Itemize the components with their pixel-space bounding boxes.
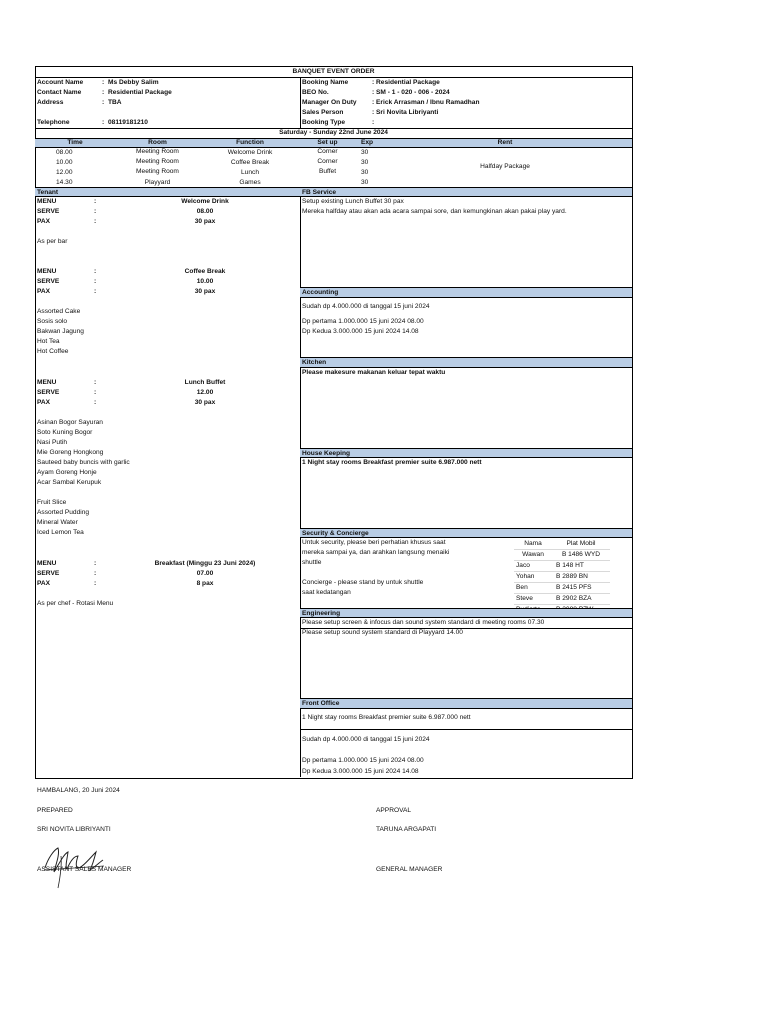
menu-item: Hot Tea xyxy=(37,338,60,345)
schedule-col-room: Room xyxy=(148,139,167,146)
sales-person-value: : Sri Novita Libriyanti xyxy=(372,109,439,116)
info-column-divider xyxy=(300,77,301,128)
schedule-col-rent: Rent xyxy=(497,139,513,146)
handwritten-signature xyxy=(40,836,110,890)
pax-label: PAX xyxy=(37,399,51,406)
accounting-line: Sudah dp 4.000.000 di tanggal 15 juni 2024 xyxy=(302,303,430,310)
contact-name-sep: : xyxy=(102,89,105,96)
menu-label: MENU xyxy=(37,560,57,567)
serve-colon: : xyxy=(94,570,97,577)
security-line: Concierge - please stand by untuk shuttle xyxy=(302,579,424,586)
pax-colon: : xyxy=(94,218,97,225)
menu-colon: : xyxy=(94,379,97,386)
accounting-header: Accounting xyxy=(300,287,632,298)
prepared-name: SRI NOVITA LIBRIYANTI xyxy=(37,826,111,833)
schedule-row-3-room: Meeting Room xyxy=(136,168,179,175)
pax-label: PAX xyxy=(37,218,51,225)
vehicle-row xyxy=(514,594,610,605)
schedule-row-2-time: 10.00 xyxy=(56,159,73,166)
housekeeping-header: House Keeping xyxy=(300,448,632,458)
schedule-col-setup: Set up xyxy=(317,139,338,146)
menu-item: Iced Lemon Tea xyxy=(37,529,84,536)
accounting-line: Dp pertama 1.000.000 15 juni 2024 08.00 xyxy=(302,318,424,325)
accounting-line: Dp Kedua 3.000.000 15 juni 2024 14.08 xyxy=(302,328,419,335)
approval-name: TARUNA ARGAPATI xyxy=(376,826,437,833)
fb-service-line: Setup existing Lunch Buffet 30 pax xyxy=(302,198,404,205)
address-sep: : xyxy=(102,99,105,106)
menu-label: MENU xyxy=(37,198,57,205)
schedule-row-3-exp: 30 xyxy=(361,169,369,176)
serve-label: SERVE xyxy=(37,208,60,215)
engineering-line: Please setup screen & infocus dan sound system standard di meeting rooms 07.30 xyxy=(302,619,545,626)
security-line: mereka sampai ya, dan arahkan langsung menaiki xyxy=(302,549,450,556)
schedule-row-4-function: Games xyxy=(239,179,261,186)
schedule-rent: Halfday Package xyxy=(480,163,530,170)
vehicle-plate: B 1486 WYD xyxy=(561,551,601,558)
menu-item: Bakwan Jagung xyxy=(37,328,84,335)
vehicle-col-plate: Plat Mobil xyxy=(566,540,596,547)
pax-label: PAX xyxy=(37,580,51,587)
front-office-line: 1 Night stay rooms Breakfast premier suite 6.987.000 nett xyxy=(302,714,471,721)
telephone-value: 08119181210 xyxy=(108,119,148,126)
pax-count: 30 pax xyxy=(194,399,216,406)
menu-item: Hot Coffee xyxy=(37,348,69,355)
pax-label: PAX xyxy=(37,288,51,295)
approval-title: GENERAL MANAGER xyxy=(376,866,443,873)
schedule-row-4-room: Playyard xyxy=(144,179,171,186)
pax-colon: : xyxy=(94,399,97,406)
vehicle-row xyxy=(514,583,610,594)
menu-item: Soto Kuning Bogor xyxy=(37,429,93,436)
menu-item: As per chef - Rotasi Menu xyxy=(37,600,114,607)
pax-colon: : xyxy=(94,288,97,295)
booking-name-label: Booking Name xyxy=(302,79,349,86)
account-name-sep: : xyxy=(102,79,105,86)
menu-item: Mie Goreng Hongkong xyxy=(37,449,104,456)
schedule-row-1-function: Welcome Drink xyxy=(227,149,273,156)
serve-label: SERVE xyxy=(37,389,60,396)
front-office-line: Dp pertama 1.000.000 15 juni 2024 08.00 xyxy=(302,757,424,764)
manager-on-duty-value: : Erick Arrasman / Ibnu Ramadhan xyxy=(372,99,480,106)
menu-item: Nasi Putih xyxy=(37,439,68,446)
vehicle-row xyxy=(514,561,610,572)
schedule-row-1-time: 08.00 xyxy=(56,149,73,156)
vehicle-driver: Yohan xyxy=(516,573,535,580)
schedule-col-function: Function xyxy=(236,139,264,146)
schedule-row-1-setup: Corner xyxy=(317,148,338,155)
menu-name: Coffee Break xyxy=(184,268,226,275)
menu-item: Assorted Pudding xyxy=(37,509,90,516)
schedule-row-1-exp: 30 xyxy=(361,149,369,156)
vehicle-plate: B 148 HT xyxy=(556,562,584,569)
menu-item: Ayam Goreng Honje xyxy=(37,469,97,476)
schedule-row-3-time: 12.00 xyxy=(56,169,73,176)
menu-label: MENU xyxy=(37,379,57,386)
beo-no-label: BEO No. xyxy=(302,89,329,96)
vehicle-driver: Wawan xyxy=(522,551,544,558)
account-name-value: Ms Debby Salim xyxy=(108,79,159,86)
front-office-line: Dp Kedua 3.000.000 15 juni 2024 14.08 xyxy=(302,768,419,775)
fb-service-header: FB Service xyxy=(300,187,632,197)
front-office-line: Sudah dp 4.000.000 di tanggal 15 juni 2024 xyxy=(302,736,430,743)
beo-no-value: : SM - 1 - 020 - 006 - 2024 xyxy=(372,89,450,96)
contact-name-value: Residential Package xyxy=(108,89,172,96)
serve-colon: : xyxy=(94,389,97,396)
menu-item: Acar Sambal Kerupuk xyxy=(37,479,102,486)
security-header: Security & Concierge xyxy=(300,528,632,538)
event-date: Saturday - Sunday 22nd June 2024 xyxy=(279,129,388,136)
vehicle-row xyxy=(514,572,610,583)
telephone-label: Telephone xyxy=(37,119,70,126)
booking-type-label: Booking Type xyxy=(302,119,346,126)
front-office-header: Front Office xyxy=(300,698,632,709)
kitchen-header: Kitchen xyxy=(300,357,632,368)
pax-count: 30 pax xyxy=(194,288,216,295)
schedule-row-4-exp: 30 xyxy=(361,179,369,186)
place-date: HAMBALANG, 20 Juni 2024 xyxy=(37,787,120,794)
schedule-row-3-function: Lunch xyxy=(241,169,259,176)
sales-person-label: Sales Person xyxy=(302,109,344,116)
serve-label: SERVE xyxy=(37,570,60,577)
engineering-header: Engineering xyxy=(300,608,632,618)
menu-name: Breakfast (Minggu 23 Juni 2024) xyxy=(154,560,256,567)
vehicle-header-row xyxy=(514,539,610,550)
vehicle-driver: Ben xyxy=(516,584,528,591)
schedule-row-4-time: 14.30 xyxy=(56,179,73,186)
telephone-sep: : xyxy=(102,119,105,126)
menu-item: Fruit Slice xyxy=(37,499,67,506)
serve-colon: : xyxy=(94,208,97,215)
manager-on-duty-label: Manager On Duty xyxy=(302,99,357,106)
menu-item: Asinan Bogor Sayuran xyxy=(37,419,103,426)
menu-colon: : xyxy=(94,198,97,205)
schedule-row-1-room: Meeting Room xyxy=(136,148,179,155)
menu-item: Sauteed baby buncis with garlic xyxy=(37,459,130,466)
booking-name-value: : Residential Package xyxy=(372,79,440,86)
serve-time: 10.00 xyxy=(196,278,214,285)
vehicle-plate: B 2902 BZA xyxy=(556,595,592,602)
menu-item: Assorted Cake xyxy=(37,308,81,315)
kitchen-line: Please makesure makanan keluar tepat waktu xyxy=(302,369,446,376)
menu-colon: : xyxy=(94,268,97,275)
vehicle-col-name: Nama xyxy=(524,540,542,547)
contact-name-label: Contact Name xyxy=(37,89,82,96)
serve-colon: : xyxy=(94,278,97,285)
security-line: saat kedatangan xyxy=(302,589,351,596)
vehicle-plate: B 2415 PFS xyxy=(556,584,592,591)
schedule-col-time: Time xyxy=(67,139,83,146)
vehicle-driver: Steve xyxy=(516,595,533,602)
menu-item: As per bar xyxy=(37,238,68,245)
engineering-line: Please setup sound system standard di Playyard 14.00 xyxy=(302,629,463,636)
schedule-row-3-setup: Buffet xyxy=(318,168,337,175)
approval-label: APPROVAL xyxy=(376,807,412,814)
schedule-row-2-exp: 30 xyxy=(361,159,369,166)
front-office-divider xyxy=(300,729,632,730)
serve-time: 07.00 xyxy=(196,570,214,577)
schedule-col-exp: Exp xyxy=(360,139,374,146)
security-line: Untuk security, please beri perhatian khusus saat xyxy=(302,539,446,546)
vehicle-plate: B 2889 BN xyxy=(556,573,588,580)
schedule-row-2-room: Meeting Room xyxy=(136,158,179,165)
security-line: shuttle xyxy=(302,559,322,566)
menu-item: Sosis solo xyxy=(37,318,68,325)
menu-colon: : xyxy=(94,560,97,567)
document-title: BANQUET EVENT ORDER xyxy=(292,68,375,75)
pax-colon: : xyxy=(94,580,97,587)
menu-item: Mineral Water xyxy=(37,519,78,526)
serve-time: 12.00 xyxy=(196,389,214,396)
pax-count: 30 pax xyxy=(194,218,216,225)
serve-time: 08.00 xyxy=(196,208,214,215)
schedule-row-2-setup: Corner xyxy=(317,158,338,165)
menu-name: Lunch Buffet xyxy=(184,379,226,386)
pax-count: 8 pax xyxy=(196,580,214,587)
vehicle-driver: Jaco xyxy=(516,562,530,569)
booking-type-value: : xyxy=(372,119,375,126)
vehicle-row xyxy=(514,550,610,561)
schedule-row-2-function: Coffee Break xyxy=(230,159,270,166)
address-label: Address xyxy=(37,99,64,106)
prepared-label: PREPARED xyxy=(37,807,73,814)
vehicle-table xyxy=(514,539,610,616)
housekeeping-line: 1 Night stay rooms Breakfast premier suite 6.987.000 nett xyxy=(302,459,482,466)
serve-label: SERVE xyxy=(37,278,60,285)
address-value: TBA xyxy=(108,99,122,106)
account-name-label: Account Name xyxy=(37,79,84,86)
tenant-header: Tenant xyxy=(35,187,301,197)
menu-label: MENU xyxy=(37,268,57,275)
fb-service-line: Mereka halfday atau akan ada acara sampai sore, dan kemungkinan akan pakai play yard. xyxy=(302,208,567,215)
prepared-title: ASSISTANT SALES MANAGER xyxy=(37,866,132,873)
menu-name: Welcome Drink xyxy=(181,198,229,205)
main-column-divider xyxy=(300,187,301,777)
